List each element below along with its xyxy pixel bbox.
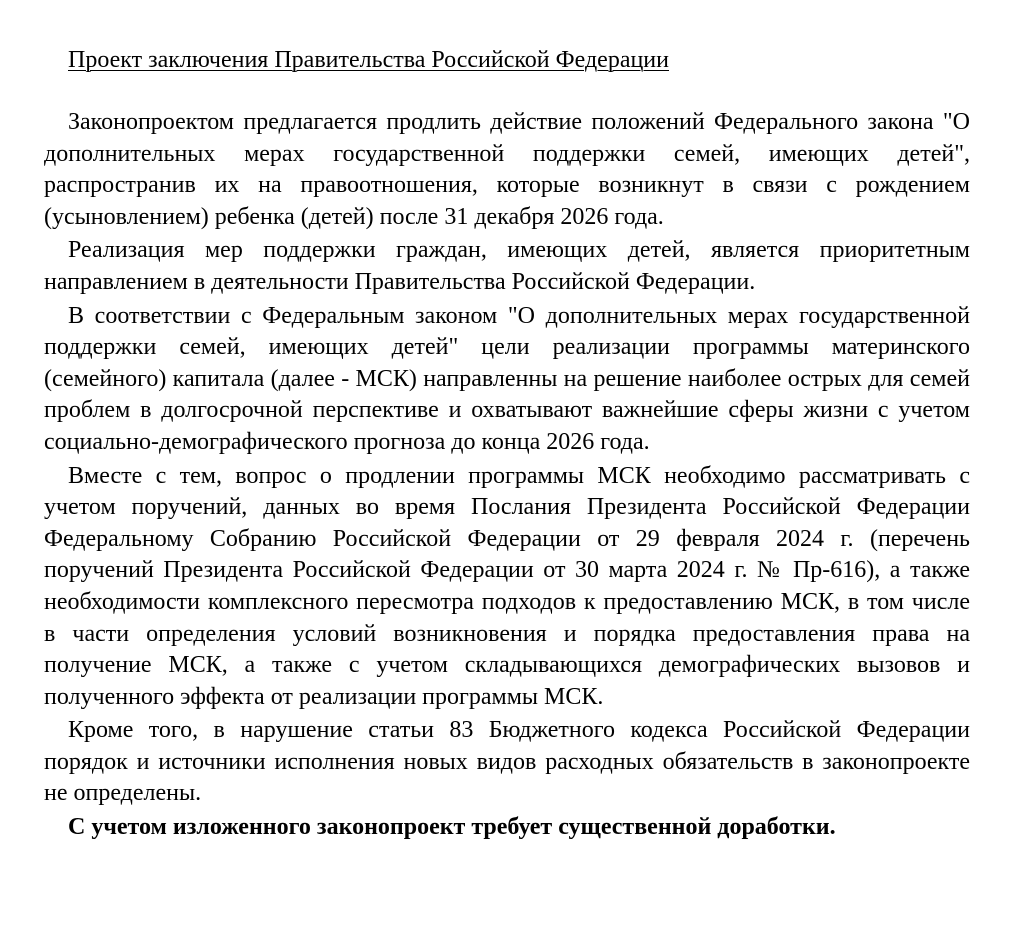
paragraph-bill-proposal: Законопроектом предлагается продлить действие положений Федерального закона "О дополнительных мерах государственной поддержки семей, имеющих детей", распространив их на правоотношения, которые возникнут в связи с рождением (усыновлением) ребенка (детей) после 31 декабря 2026 года.: [44, 109, 970, 230]
paragraph-extension-considerations: Вместе с тем, вопрос о продлении программы МСК необходимо рассматривать с учетом поручений, данных во время Послания Президента Российской Федерации Федеральному Собранию Российской Федерации от 29 февраля 2024 г. (перечень поручений Президента Российской Федерации от 30 марта 2024 г. № Пр-616), а также необходимости комплексного пересмотра подходов к предоставлению МСК, в том числе в части определения условий возникновения и порядка предоставления права на получение МСК, а также с учетом складывающихся демографических вызовов и полученного эффекта от реализации программы МСК.: [44, 462, 970, 710]
paragraph-priority: Реализация мер поддержки граждан, имеющих детей, является приоритетным направлением в деятельности Правительства Российской Федерации.: [44, 237, 970, 295]
conclusion-statement: С учетом изложенного законопроект требует существенной доработки.: [68, 814, 836, 841]
document-title: Проект заключения Правительства Российской Федерации: [68, 47, 669, 73]
paragraph-budget-code-violation: Кроме того, в нарушение статьи 83 Бюджетного кодекса Российской Федерации порядок и источники исполнения новых видов расходных обязательств в законопроекте не определены.: [44, 717, 970, 807]
paragraph-program-goals: В соответствии с Федеральным законом "О дополнительных мерах государственной поддержки семей, имеющих детей" цели реализации программы материнского (семейного) капитала (далее - МСК) направленны на решение наиболее острых для семей проблем в долгосрочной перспективе и охватывают важнейшие сферы жизни с учетом социально-демографического прогноза до конца 2026 года.: [44, 302, 970, 455]
document-body: [44, 107, 970, 844]
document-page: [44, 44, 970, 846]
